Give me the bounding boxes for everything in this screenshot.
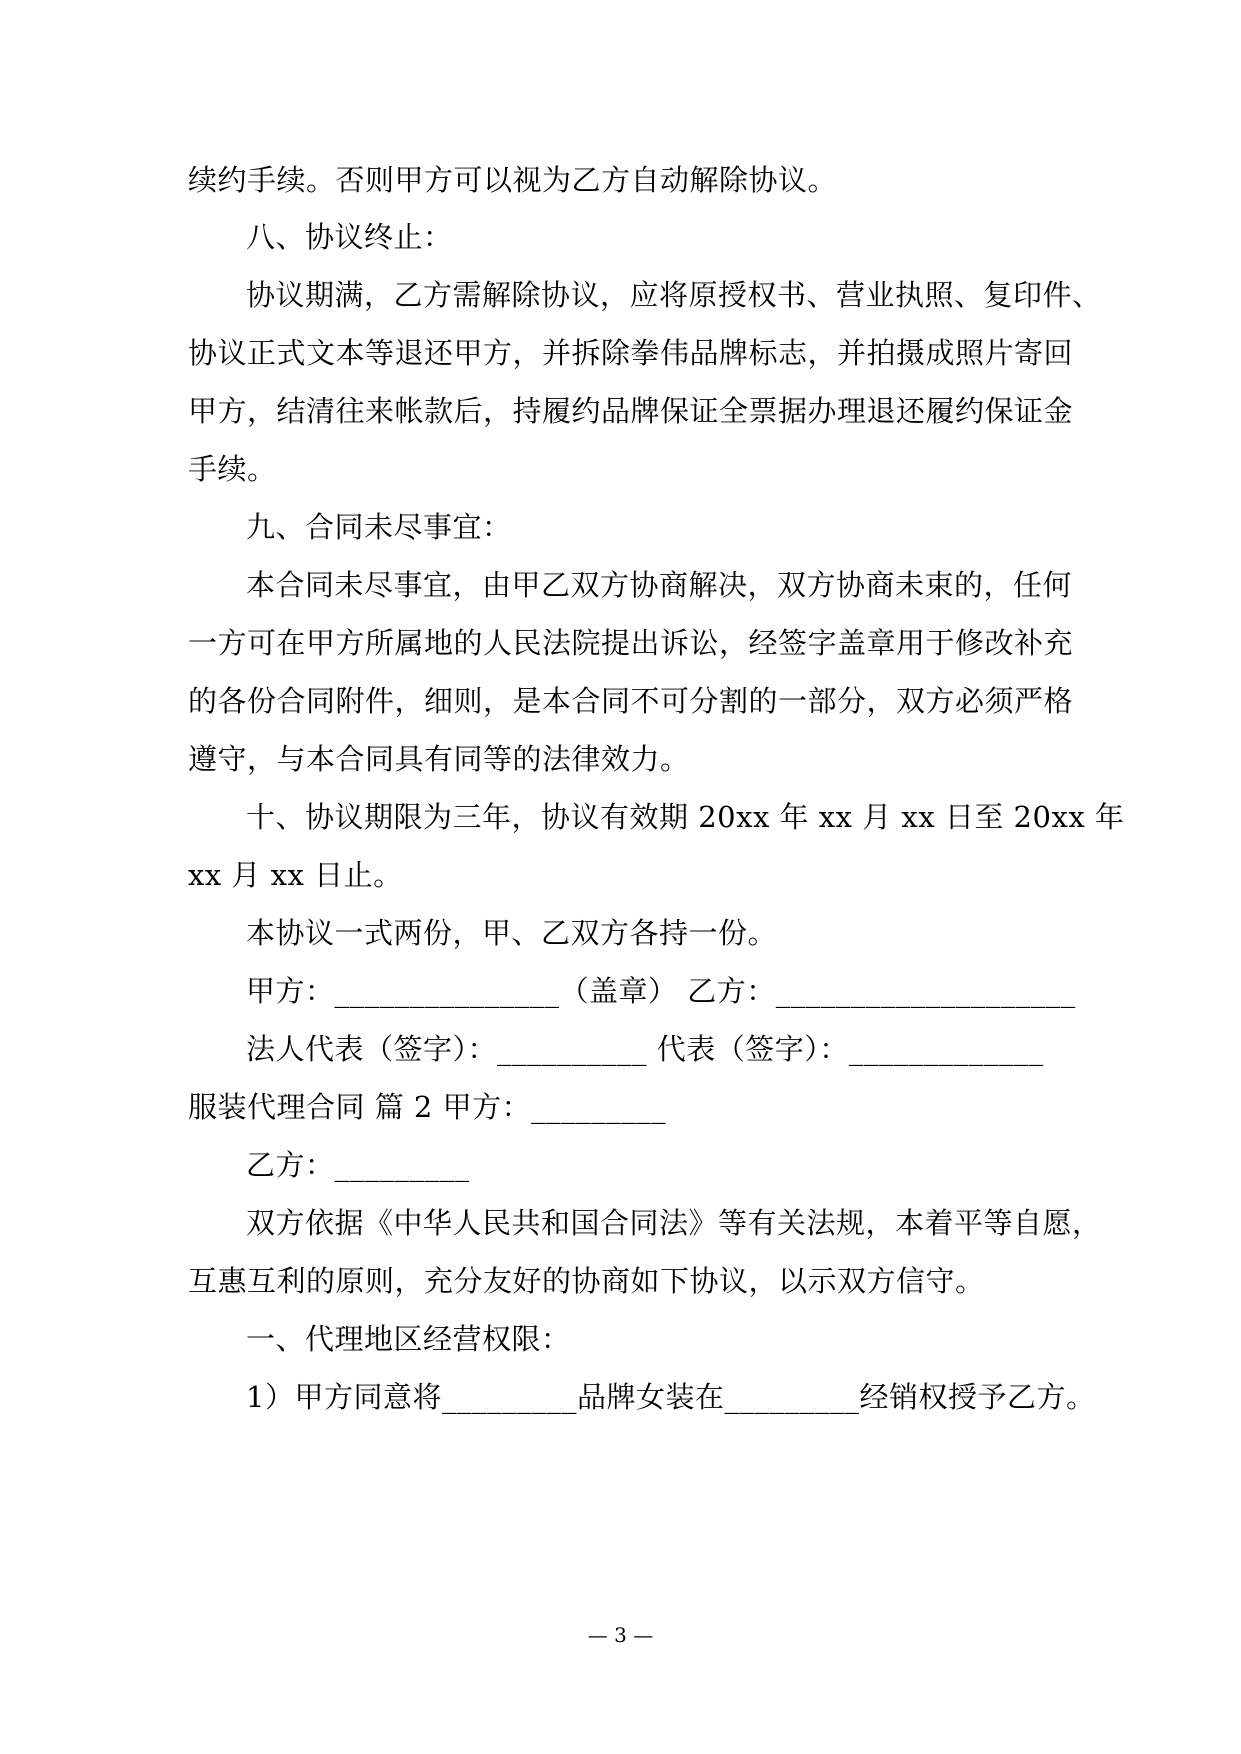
paragraph-line: 本协议一式两份，甲、乙双方各持一份。 <box>246 916 778 950</box>
paragraph-line: 双方依据《中华人民共和国合同法》等有关法规，本着平等自愿， <box>246 1206 1102 1240</box>
paragraph-line: 甲方，结清往来帐款后，持履约品牌保证全票据办理退还履约保证金 <box>188 394 1074 428</box>
paragraph-line: xx 月 xx 日止。 <box>188 858 403 892</box>
paragraph-line: 十、协议期限为三年，协议有效期 20xx 年 xx 月 xx 日至 20xx 年 <box>246 800 1125 834</box>
signature-line: 法人代表（签字）：__________ 代表（签字）：_____________ <box>246 1032 1044 1066</box>
paragraph-line: 续约手续。否则甲方可以视为乙方自动解除协议。 <box>188 163 838 197</box>
section-heading: 八、协议终止： <box>246 220 453 254</box>
paragraph-line: 协议正式文本等退还甲方，并拆除拳伟品牌标志，并拍摄成照片寄回 <box>188 336 1074 370</box>
page-number: — 3 — <box>587 1623 654 1647</box>
contract-title-line: 服装代理合同 篇 2 甲方：_________ <box>188 1090 667 1124</box>
section-heading: 九、合同未尽事宜： <box>246 510 512 544</box>
paragraph-line: 1）甲方同意将_________品牌女装在_________经销权授予乙方。 <box>246 1380 1096 1414</box>
signature-line: 乙方：_________ <box>246 1148 470 1182</box>
paragraph-line: 互惠互利的原则，充分友好的协商如下协议，以示双方信守。 <box>188 1264 985 1298</box>
paragraph-line: 协议期满，乙方需解除协议，应将原授权书、营业执照、复印件、 <box>246 278 1102 312</box>
paragraph-line: 一方可在甲方所属地的人民法院提出诉讼，经签字盖章用于修改补充 <box>188 626 1074 660</box>
paragraph-line: 的各份合同附件，细则，是本合同不可分割的一部分，双方必须严格 <box>188 684 1074 718</box>
signature-line: 甲方：_______________（盖章） 乙方：____________________ <box>246 974 1076 1008</box>
paragraph-line: 手续。 <box>188 452 277 486</box>
paragraph-line: 本合同未尽事宜，由甲乙双方协商解决，双方协商未束的，任何 <box>246 568 1073 602</box>
section-heading: 一、代理地区经营权限： <box>246 1322 571 1356</box>
paragraph-line: 遵守，与本合同具有同等的法律效力。 <box>188 742 690 776</box>
